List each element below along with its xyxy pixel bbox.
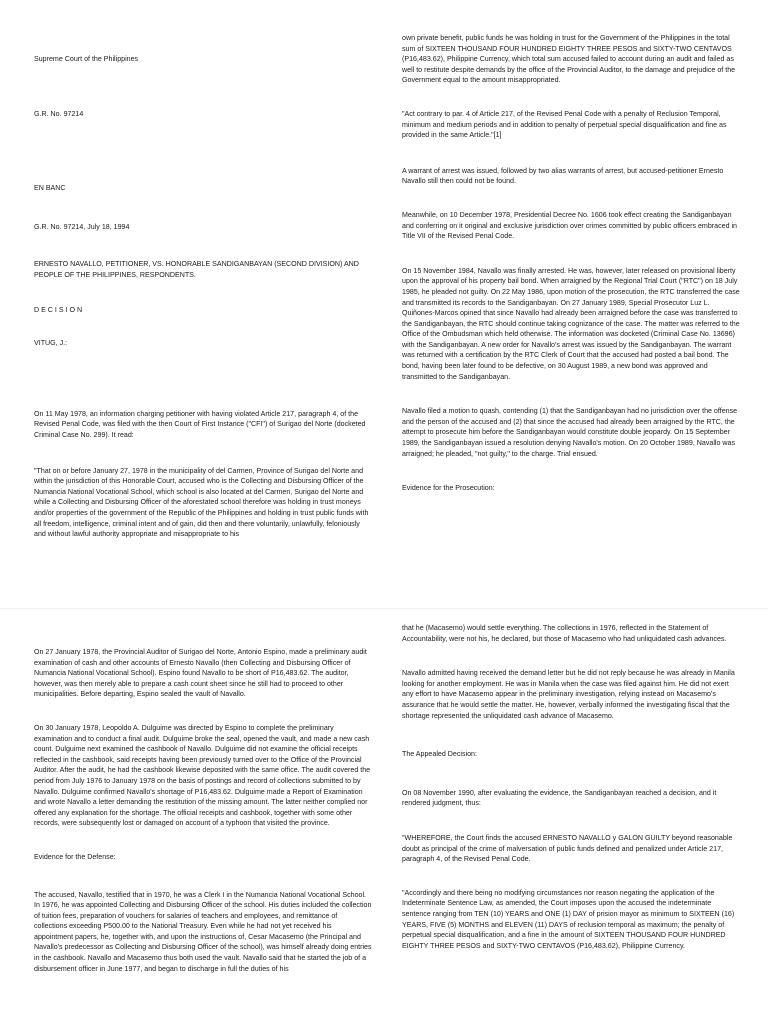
en-banc-label: EN BANC	[34, 184, 66, 193]
court-name: Supreme Court of the Philippines	[34, 55, 139, 63]
decision-heading: D E C I S I O N	[34, 305, 83, 314]
quote-information: "That on or before January 27, 1978 in the municipality of del Carmen, Province of Surigao del Norte and within the jurisdiction of this Honorable Court, accused who is the Collecting and Disbursing Officer of the Numancia National Vocational School, which school is also located at del Carmen, Surigao del Norte and while a Collecting and Disbursing Officer of the aforestated school therefore was holding in trust moneys and/or properties of the government of the Republic of the Philippines and holding in trust public funds with all freedom, intelligence, criminal intent and of gain, did then and there voluntarily, unlawfully, feloniously and without lawful authority appropriate and misappropriate to his	[34, 466, 369, 539]
ponente: VITUG, J.:	[34, 339, 68, 348]
paragraph-pd-1606: Meanwhile, on 10 December 1978, Presidential Decree No. 1606 took effect creating the Sandiganbayan and conferring on it original and exclusive jurisdiction over crimes committed by public officers embraced in Title VII of the Revised Penal Code.	[402, 210, 738, 241]
paragraph-defense-testimony: The accused, Navallo, testified that in 1970, he was a Clerk I in the Numancia National Vocational School. In 1976, he was appointed Collecting and Disbursing Officer of the school. His duties included the collection of tuition fees, preparation of vouchers for salaries of teachers and employees, and remittance of collections exceeding P500.00 to the National Treasury. Even while he had not yet received his appointment papers, he, together with, and upon the instructions of, Cesar Macasemo (the Principal and Navallo's predecessor as Collecting and Disbursing Officer of the school), was himself already doing entries in the cashbook. Navallo and Macasemo thus both used the vault. Navallo said that he started the job of a disbursement officer in June 1977, and began to discharge in full the duties of his	[34, 890, 372, 973]
quote-accordingly: "Accordingly and there being no modifying circumstances nor reason negating the application of the Indeterminate Sentence Law, as amended, the Court imposes upon the accused the indeterminate sentence ranging from TEN (10) YEARS and ONE (1) DAY of prision mayor as minimum to SIXTEEN (16) YEARS, FIVE (5) MONTHS and ELEVEN (11) DAYS of reclusion temporal as maximum; the penalty of perpetual special disqualification, and a fine in the amount of SIXTEEN THOUSAND FOUR HUNDRED EIGHTY THREE PESOS and SIXTY-TWO CENTAVOS (P16,483.62), Philippine Currency.	[402, 888, 735, 950]
gr-number-date: G.R. No. 97214, July 18, 1994	[34, 222, 130, 231]
gr-number: G.R. No. 97214	[34, 109, 84, 118]
page1-right-column	[402, 0, 740, 609]
page2-left-column	[34, 609, 372, 1024]
paragraph-provincial-audit: On 27 January 1978, the Provincial Auditor of Surigao del Norte, Antonio Espino, made a preliminary audit examination of cash and other accounts of Ernesto Navallo (then Collecting and Disbursing Officer of Numancia National Vocational School). Espino found Navallo to be short of P16,483.62. The auditor, however, was then merely able to prepare a cash count sheet since he still had to proceed to other municipalities. Before departing, Espino sealed the vault of Navallo.	[34, 648, 367, 699]
paragraph-motion-to-quash: Navallo filed a motion to quash, contending (1) that the Sandiganbayan had no jurisdiction over the offense and the person of the accused and (2) that since the accused had already been arraigned by the RTC, the attempt to prosecute him before the Sandiganbayan would constitute double jeopardy. On 15 September 1989, the Sandiganbayan issued a resolution denying Navallo's motion. On 20 October 1989, Navallo was arraigned; he pleaded, "not guilty," to the charge. Trial ensued.	[402, 407, 738, 458]
heading-appealed-decision: The Appealed Decision:	[402, 750, 477, 759]
heading-evidence-defense: Evidence for the Defense:	[34, 852, 116, 861]
paragraph-dulguime: On 30 January 1978, Leopoldo A. Dulguime was directed by Espino to complete the preliminary examination and to conduct a final audit. Dulguime broke the seal, opened the vault, and made a new cash count. Dulguime next examined the cashbook of Navallo. Dulguime did not examine the official receipts reflected in the cashbook, said receipts having been previously turned over to the Office of the Provincial Auditor. After the audit, he had the cashbook likewise deposited with the same office. The audit covered the period from July 1976 to January 1978 on the basis of postings and record of collections submitted to by Navallo. Dulguime confirmed Navallo's shortage of P16,483.62. Dulguime made a Report of Examination and wrote Navallo a letter demanding the restitution of the missing amount. The latter neither complied nor offered any explanation for the shortage. The official receipts and cashbook, together with some other records, were subsequently lost or damaged on account of a typhoon that visited the province.	[34, 723, 371, 828]
case-parties: ERNESTO NAVALLO, PETITIONER, VS. HONORABLE SANDIGANBAYAN (SECOND DIVISION) AND PEOPLE OF THE PHILIPPINES, RESPONDENTS.	[34, 260, 359, 279]
heading-evidence-prosecution: Evidence for the Prosecution:	[402, 484, 495, 493]
page2-right-column	[402, 609, 740, 1024]
paragraph-act-contrary: "Act contrary to par. 4 of Article 217, of the Revised Penal Code with a penalty of Reclusion Temporal, minimum and medium periods and in addition to penalty of perpetual special disqualification and fine as provided in the same Article."[1]	[402, 109, 727, 140]
paragraph-demand-letter: Navallo admitted having received the demand letter but he did not reply because he was already in Manila looking for another employment. He was in Manila when the case was filed against him. He did not exert any effort to have Macasemo appear in the preliminary investigation, relying instead on Macasemo's assurance that he would settle the matter. He, however, verbally informed the investigating fiscal that the shortage represented the unliquidated cash advance of Macasemo.	[402, 669, 735, 720]
page1-left-column	[34, 0, 372, 609]
paragraph-arrest: On 15 November 1984, Navallo was finally arrested. He was, however, later released on provisional liberty upon the approval of his property bail bond. When arraigned by the Regional Trial Court ("RTC") on 18 July 1985, he pleaded not guilty. On 22 May 1986, upon motion of the prosecution, the RTC transferred the case and transmitted its records to the Sandiganbayan. On 27 January 1989, Special Prosecutor Luz L. Quiñones-Marcos opined that since Navallo had already been arraigned before the case was transferred to the Sandiganbayan, the RTC should continue taking cognizance of the case. The matter was referred to the Office of the Ombudsman which held otherwise. The information was docketed (Criminal Case No. 13696) with the Sandiganbayan. A new order for Navallo's arrest was issued by the Sandiganbayan. The warrant was returned with a certification by the RTC Clerk of Court that the accused had posted a bail bond. The bond, having been later found to be defective, on 30 August 1989, a new bond was approved and transmitted to the Sandiganbayan.	[402, 266, 740, 381]
quote-wherefore: "WHEREFORE, the Court finds the accused ERNESTO NAVALLO y GALON GUILTY beyond reasonable doubt as principal of the crime of malversation of public funds defined and penalized under Article 217, paragraph 4, of the Revised Penal Code.	[402, 833, 733, 864]
paragraph-sandiganbayan-decision: On 08 November 1990, after evaluating the evidence, the Sandiganbayan reached a decision, and it rendered judgment, thus:	[402, 788, 717, 808]
paragraph-information-cont: own private benefit, public funds he was holding in trust for the Government of the Philippines in the total sum of SIXTEEN THOUSAND FOUR HUNDRED EIGHTY THREE PESOS and SIXTY-TWO CENTAVOS (P16,483.62), Philippine Currency, which total sum accused failed to account during an audit and failed as well to restitute despite demands by the office of the Provincial Auditor, to the damage and prejudice of the Government equal to the amount misappropriated.	[402, 34, 736, 85]
paragraph-warrant: A warrant of arrest was issued, followed by two alias warrants of arrest, but accused-petitioner Ernesto Navallo still then could not be found.	[402, 166, 724, 186]
paragraph-information: On 11 May 1978, an information charging petitioner with having violated Article 217, paragraph 4, of the Revised Penal Code, was filed with the then Court of First Instance ("CFI") of Surigao del Norte (docketed Criminal Case No. 299). It read:	[34, 409, 366, 439]
paragraph-settle: that he (Macasemo) would settle everything. The collections in 1976, reflected in the Statement of Accountability, were not his, he declared, but those of Macasemo who had unliquidated cash advances.	[402, 624, 727, 643]
